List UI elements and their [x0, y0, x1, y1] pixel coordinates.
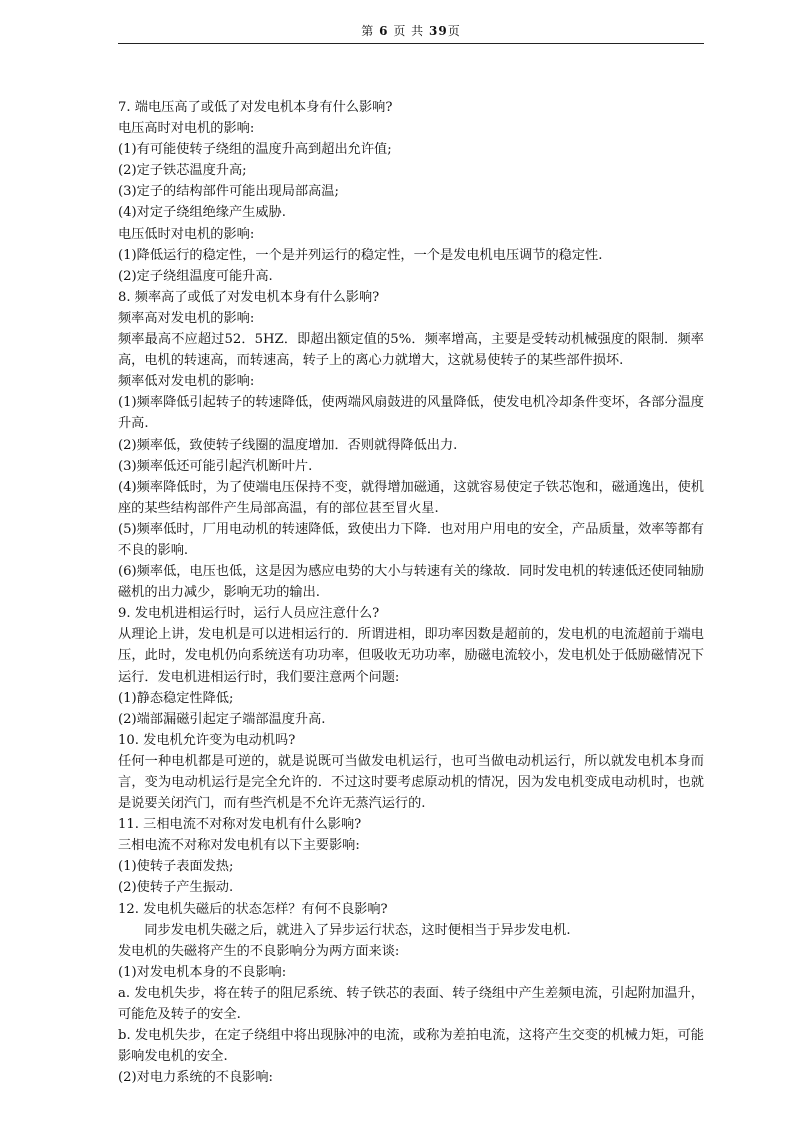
- list-item: (1)降低运行的稳定性，一个是并列运行的稳定性，一个是发电机电压调节的稳定性.: [118, 247, 603, 263]
- list-item: (1)有可能使转子绕组的温度升高到超出允许值;: [118, 142, 392, 158]
- document-body: [118, 97, 704, 1088]
- question-12: 12. 发电机失磁后的状态怎样？有何不良影响?: [118, 901, 388, 917]
- list-item: (4)频率降低时，为了使端电压保持不变，就得增加磁通，这就容易使定子铁芯饱和，磁通逸出，使机座的某些结构部件产生局部高温，有的部位甚至冒火星.: [118, 479, 704, 516]
- paragraph: 三相电流不对称对发电机有以下主要影响:: [118, 838, 360, 854]
- paragraph: 同步发电机失磁之后，就进入了异步运行状态，这时便相当于异步发电机.: [144, 922, 571, 938]
- header-rule: [118, 43, 704, 44]
- page-header: [118, 22, 704, 39]
- list-item: (2)频率低，致使转子线圈的温度增加．否则就得降低出力.: [118, 437, 458, 453]
- list-item: (1)对发电机本身的不良影响:: [118, 964, 287, 980]
- question-11: 11. 三相电流不对称对发电机有什么影响?: [118, 817, 362, 833]
- list-item: (2)使转子产生振动.: [118, 880, 234, 896]
- paragraph: 发电机的失磁将产生的不良影响分为两方面来谈:: [118, 943, 400, 959]
- list-item: (5)频率低时，厂用电动机的转速降低，致使出力下降．也对用户用电的安全，产品质量，效率等都有不良的影响.: [118, 521, 704, 558]
- list-item: a. 发电机失步，将在转子的阻尼系统、转子铁芯的表面、转子绕组中产生差频电流，引起附加温升，可能危及转子的安全.: [118, 985, 704, 1023]
- list-item: (3)频率低还可能引起汽机断叶片.: [118, 458, 313, 474]
- paragraph: 任何一种电机都是可逆的，就是说既可当做发电机运行，也可当做电动机运行，所以就发电机本身而言，变为电动机运行是完全允许的．不过这时要考虑原动机的情况，因为发电机变成电动机时，也就是说要关闭汽门，而有些汽机是不允许无蒸汽运行的.: [118, 753, 704, 812]
- list-item: (6)频率低，电压也低，这是因为感应电势的大小与转速有关的缘故．同时发电机的转速低还使同轴励磁机的出力减少，影响无功的输出.: [118, 564, 704, 601]
- paragraph: 电压低时对电机的影响:: [118, 226, 255, 242]
- paragraph: 从理论上讲，发电机是可以进相运行的．所谓进相，即功率因数是超前的，发电机的电流超前于端电压，此时，发电机仍向系统送有功功率，但吸收无功功率，励磁电流较小，发电机处于低励磁情况下运行．发电机进相运行时，我们要注意两个问题:: [118, 627, 704, 685]
- paragraph: 电压高时对电机的影响:: [118, 121, 255, 137]
- page-prefix: 第: [361, 24, 375, 38]
- list-item: (2)定子绕组温度可能升高.: [118, 268, 273, 284]
- question-9: 9. 发电机进相运行时，运行人员应注意什么?: [118, 606, 380, 622]
- list-item: (2)端部漏磁引起定子端部温度升高.: [118, 711, 326, 727]
- list-item: (1)静态稳定性降低;: [118, 690, 234, 706]
- list-item: (3)定子的结构部件可能出现局部高温;: [118, 184, 339, 200]
- page-total: 39: [428, 24, 448, 38]
- list-item: (2)定子铁芯温度升高;: [118, 163, 247, 179]
- page-suffix: 页: [447, 24, 461, 38]
- paragraph: 频率最高不应超过52．5HZ．即超出额定值的5%．频率增高，主要是受转动机械强度的限制．频率高，电机的转速高，而转速高，转子上的离心力就增大，这就易使转子的某些部件损坏.: [118, 332, 704, 369]
- page-mid: 页 共: [393, 24, 425, 38]
- list-item: b. 发电机失步，在定子绕组中将出现脉冲的电流，或称为差拍电流，这将产生交变的机械力矩，可能影响发电机的安全.: [118, 1028, 704, 1065]
- question-8: 8. 频率高了或低了对发电机本身有什么影响?: [118, 289, 380, 305]
- list-item: (4)对定子绕组绝缘产生威胁.: [118, 205, 286, 221]
- paragraph: 频率低对发电机的影响:: [118, 374, 255, 390]
- question-10: 10. 发电机允许变为电动机吗?: [118, 732, 296, 748]
- list-item: (2)对电力系统的不良影响:: [118, 1070, 273, 1086]
- question-7: 7. 端电压高了或低了对发电机本身有什么影响?: [118, 100, 393, 115]
- list-item: (1)频率降低引起转子的转速降低，使两端风扇鼓进的风量降低，使发电机冷却条件变坏，各部分温度升高.: [118, 395, 704, 432]
- paragraph: 频率高对发电机的影响:: [118, 310, 255, 326]
- list-item: (1)使转子表面发热;: [118, 859, 234, 875]
- page-number: 6: [379, 24, 389, 38]
